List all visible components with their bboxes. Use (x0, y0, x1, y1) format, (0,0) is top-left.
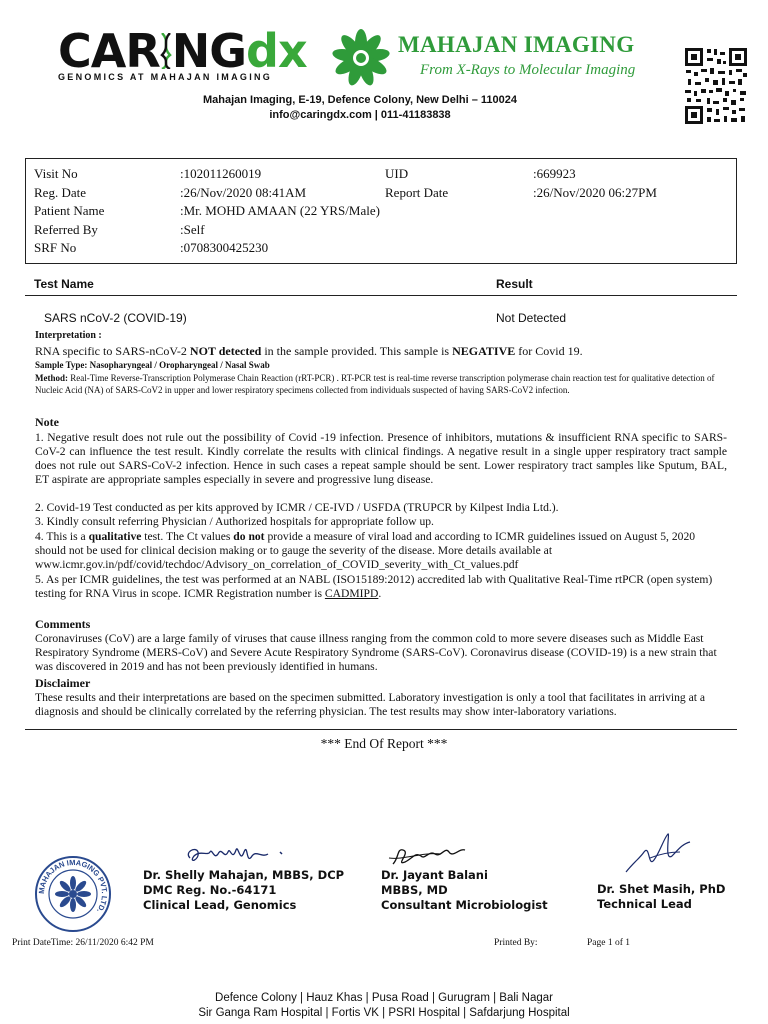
mahajan-imaging-title: MAHAJAN IMAGING (398, 32, 635, 57)
end-of-report: *** End Of Report *** (320, 736, 448, 751)
result-header: Result (496, 277, 533, 291)
visit-no-value: :102011260019 (180, 166, 262, 181)
test-name-cell: SARS nCoV-2 (COVID-19) (44, 311, 187, 325)
lab-contact: info@caringdx.com | 011-41183838 (269, 109, 451, 121)
svg-text:MAHAJAN IMAGING PVT. LTD.: MAHAJAN IMAGING PVT. LTD. (36, 857, 110, 915)
signatory-1-role: Clinical Lead, Genomics (143, 898, 297, 912)
note-item-2: 2. Covid-19 Test conducted as per kits approved by ICMR / CE-IVD / USFDA (TRUPCR by Kilpest India Ltd.). (35, 501, 559, 514)
reg-date-label: Reg. Date (34, 185, 86, 200)
srf-no-label: SRF No (34, 240, 77, 255)
signatory-3-name: Dr. Shet Masih, PhD (597, 882, 726, 896)
dna-i-icon (160, 30, 172, 66)
referred-by-label: Referred By (34, 222, 98, 237)
company-seal-icon (34, 855, 112, 933)
report-date-label: Report Date (385, 185, 449, 200)
note-item-4: 4. This is a qualitative test. The Ct values do not provide a measure of viral load and according to ICMR guidelines issued on August 5, 2020 should not be used for clinical decision making or to gauge the severity of the disease. More details available at www.icmr.gov.in/pdf/covid/techdoc/Advisory_on_correlation_of_COVID_severity_with_Ct_values.pdf (35, 530, 696, 571)
page-number: Page 1 of 1 (587, 938, 631, 948)
interpretation-text: RNA specific to SARS-nCoV-2 NOT detected in the sample provided. This sample is NEGATIVE for Covid 19. (35, 344, 583, 358)
patient-name-value: :Mr. MOHD AMAAN (22 YRS/Male) (180, 203, 380, 218)
signatory-2-qual: MBBS, MD (381, 883, 448, 897)
interpretation-heading: Interpretation : (35, 330, 102, 341)
method-text: Method: Real-Time Reverse-Transcription Polymerase Chain Reaction (rRT-PCR) . RT-PCR test is real-time reverse transcription polymerase chain reaction test for qualitative detection of Nucleic Acid (NA) of SARS-CoV2 in upper and lower respiratory specimens collected from individuals suspected of having SARS-CoV2 infection. (35, 373, 715, 395)
footer-locations-line-1: Defence Colony | Hauz Khas | Pusa Road | Gurugram | Bali Nagar (215, 992, 553, 1004)
patient-info-box (25, 158, 737, 264)
disclaimer-text: These results and their interpretations are based on the specimen submitted. Laboratory investigation is only a tool that facilitates in arriving at a diagnosis and should be clinically correlated by the referring physician. The test results may show inter-laboratory variations. (35, 691, 705, 718)
comments-heading: Comments (35, 617, 91, 631)
print-datetime: Print DateTime: 26/11/2020 6:42 PM (12, 938, 154, 948)
note-heading: Note (35, 415, 59, 429)
comments-text: Coronaviruses (CoV) are a large family of viruses that cause illness ranging from the common cold to more severe diseases such as Middle East Respiratory Syndrome (MERS-CoV) and Severe Acute Respiratory Syndrome (SARS-CoV). Coronavirus disease (COVID-19) is a new strain that was discovered in 2019 and has not been previously identified in humans. (35, 632, 717, 673)
note-item-1: 1. Negative result does not rule out the possibility of Covid -19 infection. Presence of inhibitors, mutations & insufficient RNA specific to SARS-CoV-2 can influence the test result. Kindly correlate the results with clinical findings. A negative result in a single upper respiratory tract sample does not rule out SARS-CoV-2 infection. Hence in such cases a repeat sample should be sent. Lower respiratory tract samples like Sputum, BAL, ET aspirate are appropriate samples especially in severe and progressive lung disease. (35, 431, 727, 486)
caringdx-tagline: GENOMICS AT MAHAJAN IMAGING (58, 72, 273, 82)
signatory-2-role: Consultant Microbiologist (381, 898, 548, 912)
footer-locations-line-2: Sir Ganga Ram Hospital | Fortis VK | PSRI Hospital | Safdarjung Hospital (198, 1007, 570, 1019)
uid-label: UID (385, 166, 409, 181)
logo-text-ng: NG (171, 24, 247, 78)
logo-text-dx: dx (246, 24, 307, 78)
signatory-2-name: Dr. Jayant Balani (381, 868, 488, 882)
logo-text-car: CAR (58, 24, 160, 78)
signatory-1-reg: DMC Reg. No.-64171 (143, 883, 277, 897)
disclaimer-heading: Disclaimer (35, 676, 91, 690)
sample-type: Sample Type: Nasopharyngeal / Oropharyngeal / Nasal Swab (35, 360, 270, 370)
signatory-1-name: Dr. Shelly Mahajan, MBBS, DCP (143, 868, 345, 882)
mahajan-imaging-tagline: From X-Rays to Molecular Imaging (420, 62, 636, 78)
signature-jayant-icon (385, 838, 475, 870)
result-cell: Not Detected (496, 311, 567, 325)
signatory-3 (597, 882, 725, 912)
uid-value: :669923 (533, 166, 576, 181)
mahajan-emblem-icon (330, 28, 392, 88)
printed-by: Printed By: (494, 938, 538, 948)
lab-address: Mahajan Imaging, E-19, Defence Colony, New Delhi – 110024 (202, 94, 517, 106)
reg-date-value: :26/Nov/2020 08:41AM (180, 185, 307, 200)
visit-no-label: Visit No (34, 166, 78, 181)
signatory-3-role: Technical Lead (597, 897, 692, 911)
srf-no-value: :0708300425230 (180, 240, 269, 255)
note-item-3: 3. Kindly consult referring Physician / Authorized hospitals for appropriate follow up. (35, 515, 434, 528)
report-end-divider (25, 729, 737, 730)
signature-shelly-icon (180, 838, 290, 870)
referred-by-value: :Self (180, 222, 205, 237)
patient-name-label: Patient Name (34, 203, 105, 218)
table-header-divider (25, 295, 737, 296)
test-name-header: Test Name (34, 277, 94, 291)
signatory-2 (381, 868, 548, 913)
signature-shet-icon (620, 828, 700, 880)
signatory-1 (143, 868, 344, 913)
note-item-5: 5. As per ICMR guidelines, the test was performed at an NABL (ISO15189:2012) accredited lab with Qualitative Real-Time rtPCR (open system) testing for RNA Virus in scope. ICMR Registration number is CADMIPD. (35, 573, 713, 600)
report-date-value: :26/Nov/2020 06:27PM (533, 185, 657, 200)
